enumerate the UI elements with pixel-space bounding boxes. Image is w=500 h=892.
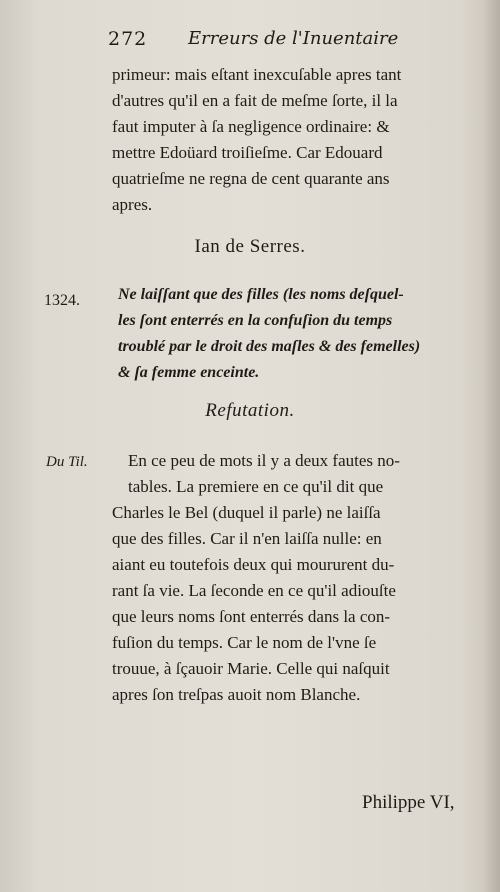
text-line: fuſion du temps. Car le nom de l'vne ſe	[112, 633, 377, 652]
page-edge-shadow	[482, 0, 500, 892]
refutation-paragraph	[112, 448, 488, 708]
page-number: 272	[108, 28, 148, 50]
quoted-passage	[118, 282, 488, 386]
running-title: Erreurs de l'Inuentaire	[188, 28, 399, 49]
text-line: primeur: mais eſtant inexcuſable apres tant	[112, 65, 402, 84]
margin-note: Du Til.	[46, 454, 88, 470]
text-line: apres.	[112, 195, 153, 214]
catchword: Philippe VI,	[362, 792, 455, 813]
text-line: En ce peu de mots il y a deux fautes no-	[128, 451, 400, 470]
refutation-heading: Refutation.	[205, 400, 295, 421]
text-line: troublé par le droit des maſles & des femelles)	[118, 338, 421, 355]
running-head	[108, 28, 468, 54]
intro-paragraph	[112, 62, 482, 218]
text-line: d'autres qu'il en a fait de meſme ſorte, il la	[112, 91, 398, 110]
section-heading: Ian de Serres.	[194, 236, 306, 257]
text-line: aiant eu toutefois deux qui moururent du-	[112, 555, 395, 574]
text-line: rant ſa vie. La ſeconde en ce qu'il adiouſte	[112, 581, 396, 600]
text-line: quatrieſme ne regna de cent quarante ans	[112, 169, 390, 188]
text-line: trouue, à ſçauoir Marie. Celle qui naſquit	[112, 659, 390, 678]
text-line: Ne laiſſant que des filles (les noms deſquel-	[118, 286, 404, 303]
text-line: Charles le Bel (duquel il parle) ne laiſſa	[112, 503, 381, 522]
text-line: faut imputer à ſa negligence ordinaire: &	[112, 117, 390, 136]
text-line: mettre Edoüard troiſieſme. Car Edouard	[112, 143, 383, 162]
text-line: apres ſon treſpas auoit nom Blanche.	[112, 685, 361, 704]
text-line: que des filles. Car il n'en laiſſa nulle: en	[112, 529, 382, 548]
text-line: les ſont enterrés en la confuſion du temps	[118, 312, 393, 329]
text-line: tables. La premiere en ce qu'il dit que	[128, 477, 384, 496]
text-line: & ſa femme enceinte.	[118, 364, 260, 381]
margin-year: 1324.	[44, 292, 80, 309]
text-line: que leurs noms ſont enterrés dans la con-	[112, 607, 391, 626]
